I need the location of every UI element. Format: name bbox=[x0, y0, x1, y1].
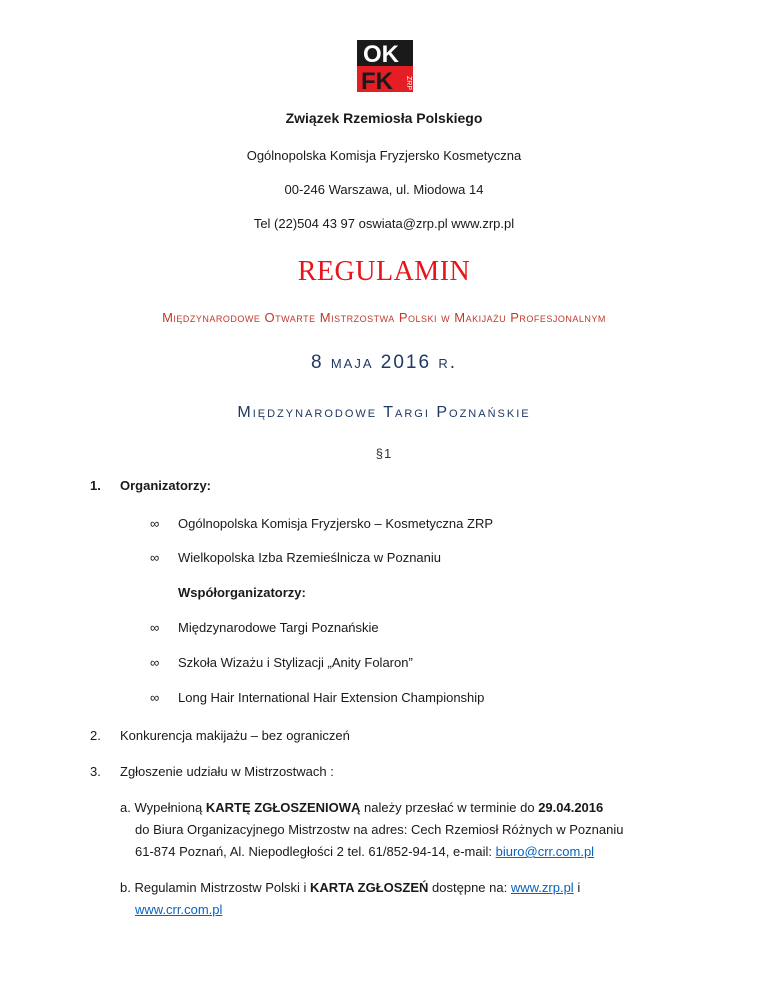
co-organizer-item: Międzynarodowe Targi Poznańskie bbox=[178, 620, 379, 635]
svg-text:OK: OK bbox=[363, 41, 399, 68]
deadline-date: 29.04.2016 bbox=[538, 800, 604, 815]
event-venue: Międzynarodowe Targi Poznańskie bbox=[237, 404, 531, 421]
event-subtitle: Międzynarodowe Otwarte Mistrzostwa Polski w Makijażu Profesjonalnym bbox=[162, 310, 606, 325]
okfk-logo bbox=[357, 40, 413, 92]
registration-card-label: KARTĘ ZGŁOSZENIOWĄ bbox=[205, 800, 361, 815]
organizer-item: Ogólnopolska Komisja Fryzjersko – Kosmetyczna ZRP bbox=[178, 516, 494, 531]
event-date: 8 maja 2016 r. bbox=[310, 352, 457, 373]
crr-link[interactable]: www.crr.com.pl bbox=[135, 902, 223, 917]
bullet-icon: ∞ bbox=[150, 516, 160, 531]
section-1-heading: Organizatorzy: bbox=[120, 478, 212, 493]
document-title: REGULAMIN bbox=[297, 256, 471, 287]
contact-line: Tel (22)504 43 97 oswiata@zrp.pl www.zrp.pl bbox=[253, 216, 515, 231]
co-organizers-heading: Współorganizatorzy: bbox=[178, 585, 306, 600]
address: 00-246 Warszawa, ul. Miodowa 14 bbox=[284, 182, 484, 197]
commission-name: Ogólnopolska Komisja Fryzjersko Kosmetyczna bbox=[246, 148, 522, 163]
item-a-line2: do Biura Organizacyjnego Mistrzostw na adres: Cech Rzemiosł Różnych w Poznaniu bbox=[135, 822, 624, 837]
section-3-text: Zgłoszenie udziału w Mistrzostwach : bbox=[120, 764, 334, 779]
co-organizer-item: Szkoła Wizażu i Stylizacji „Anity Folaron” bbox=[178, 655, 413, 670]
item-a-line3: 61-874 Poznań, Al. Niepodległości 2 tel. 61/852-94-14, e-mail: biuro@crr.com.pl bbox=[135, 844, 595, 859]
section-2-text: Konkurencja makijażu – bez ograniczeń bbox=[120, 728, 350, 743]
bullet-icon: ∞ bbox=[150, 620, 160, 635]
section-2-number: 2. bbox=[90, 728, 101, 743]
zrp-link[interactable]: www.zrp.pl bbox=[510, 880, 574, 895]
organizer-item: Wielkopolska Izba Rzemieślnicza w Poznaniu bbox=[178, 550, 442, 565]
item-b-line1: b. Regulamin Mistrzostw Polski i KARTA ZGŁOSZEŃ dostępne na: www.zrp.pl i bbox=[120, 880, 581, 895]
registration-cards-label: KARTA ZGŁOSZEŃ bbox=[310, 880, 429, 895]
paragraph-mark: §1 bbox=[375, 446, 393, 461]
item-a-line1: a. Wypełnioną KARTĘ ZGŁOSZENIOWĄ należy przesłać w terminie do 29.04.2016 bbox=[120, 800, 604, 815]
section-3-number: 3. bbox=[90, 764, 101, 779]
bullet-icon: ∞ bbox=[150, 690, 160, 705]
section-1-number: 1. bbox=[90, 478, 101, 493]
bullet-icon: ∞ bbox=[150, 655, 160, 670]
co-organizer-item: Long Hair International Hair Extension Championship bbox=[178, 690, 485, 705]
svg-text:ZRP: ZRP bbox=[405, 76, 412, 90]
item-b-line2 bbox=[135, 902, 222, 917]
svg-text:FK: FK bbox=[361, 68, 393, 92]
email-link[interactable]: biuro@crr.com.pl bbox=[495, 844, 595, 859]
bullet-icon: ∞ bbox=[150, 550, 160, 565]
org-name: Związek Rzemiosła Polskiego bbox=[285, 110, 483, 126]
